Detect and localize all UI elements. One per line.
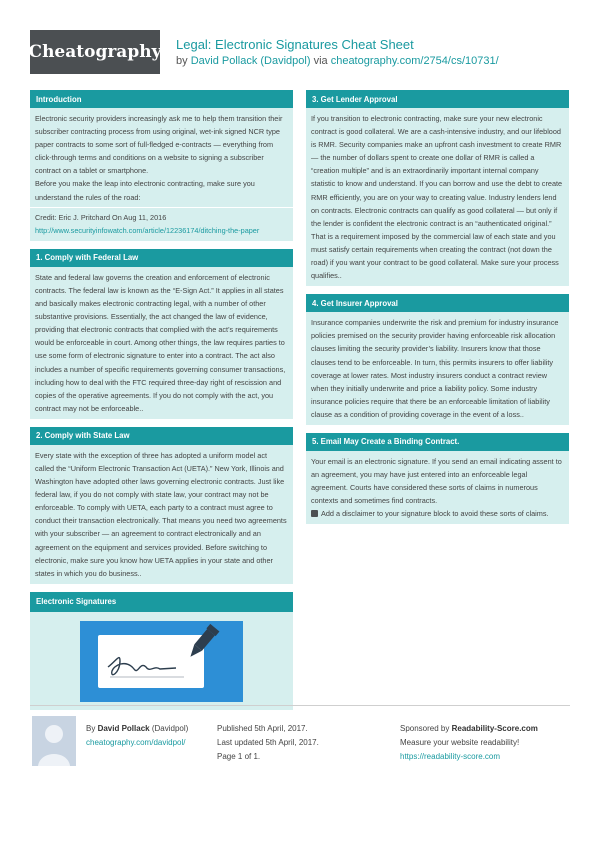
logo-text: Cheatography bbox=[28, 42, 162, 62]
avatar-silhouette-icon bbox=[32, 716, 76, 766]
signature-pen-icon bbox=[80, 621, 243, 702]
page-count: Page 1 of 1. bbox=[217, 752, 261, 761]
published-date: Published 5th April, 2017. bbox=[217, 724, 308, 733]
section-body bbox=[306, 451, 569, 524]
sponsor-name: Readability-Score.com bbox=[451, 724, 538, 733]
section-electronic-signatures bbox=[30, 592, 293, 710]
header bbox=[176, 37, 499, 67]
section-body bbox=[30, 267, 293, 419]
section-insurer-approval bbox=[306, 294, 569, 425]
footer-author bbox=[86, 722, 188, 750]
section-title: Electronic Signatures bbox=[30, 592, 293, 612]
byline bbox=[176, 55, 499, 67]
intro-paragraph: Electronic security providers increasingly ask me to help them transition their subscriber contracting process from using original, wet-ink signed NCR type paper contracts to some sort of full-fledged e-contracts — everything from click-through terms and conditions on a website to signing a subscriber contract on a tablet or smartphone. bbox=[35, 114, 283, 176]
sponsor-text: Measure your website readability! bbox=[400, 738, 520, 747]
section-title: 2. Comply with State Law bbox=[30, 427, 293, 445]
section-state-law bbox=[30, 427, 293, 584]
section-title: 5. Email May Create a Binding Contract. bbox=[306, 433, 569, 451]
section-title: 1. Comply with Federal Law bbox=[30, 249, 293, 267]
footer-author-handle: (Davidpol) bbox=[151, 724, 189, 733]
cheatography-logo[interactable] bbox=[30, 30, 160, 74]
email-paragraph: Your email is an electronic signature. If you send an email indicating assent to an agreement, you may have just entered into an enforceable legal agreement. Courts have considered these sorts of claims in numerous contexts and sometimes find contracts. bbox=[311, 456, 562, 506]
byline-via: via bbox=[313, 55, 328, 67]
section-federal-law bbox=[30, 249, 293, 419]
sheet-url-link[interactable]: cheatography.com/2754/cs/10731/ bbox=[330, 55, 499, 67]
section-introduction bbox=[30, 90, 293, 241]
section-title: 3. Get Lender Approval bbox=[306, 90, 569, 108]
tip-bullet-icon bbox=[311, 510, 318, 517]
tip-line bbox=[311, 507, 564, 520]
page-title: Legal: Electronic Signatures Cheat Sheet bbox=[176, 37, 414, 52]
sponsor-line bbox=[400, 722, 538, 736]
credit-text: Credit: Eric J. Pritchard On Aug 11, 2016 bbox=[35, 212, 167, 222]
credit-link[interactable]: http://www.securityinfowatch.com/article/12236174/ditching-the-paper bbox=[35, 225, 260, 235]
section-title: Introduction bbox=[30, 90, 293, 108]
federal-paragraph: State and federal law governs the creation and enforcement of electronic contracts. The federal law is known as the “E-Sign Act.” It applies in all states and basically makes electronic contracting legal, with a number of other substantive provisions. Essentially, the act changed the law of evidence, providing that electronic contracts that complied with the act’s requirements would be enforceable in court. Among other things, the law requires parties to use some form of electronic signature to enter into a contract. The act also includes a number of specific requirements governing consumer transactions, including how to deal with the FTC required three-day right of rescission and copies of the operative agreements. If you do not comply with the act, you contract may not be enforceable.. bbox=[35, 272, 286, 413]
sponsor-link[interactable]: https://readability-score.com bbox=[400, 752, 501, 761]
intro-paragraph: Before you make the leap into electronic contracting, make sure you understand the rules of the road: bbox=[35, 179, 255, 202]
section-email-contract bbox=[306, 433, 569, 524]
footer bbox=[30, 705, 570, 780]
credit-block bbox=[30, 207, 293, 237]
left-column bbox=[30, 90, 293, 718]
sponsor-prefix: Sponsored by bbox=[400, 724, 450, 733]
footer-author-link[interactable]: cheatography.com/davidpol/ bbox=[86, 738, 186, 747]
section-body bbox=[30, 445, 293, 584]
footer-by: By bbox=[86, 724, 96, 733]
section-body bbox=[30, 612, 293, 710]
footer-dates bbox=[217, 722, 319, 764]
footer-sponsor bbox=[400, 722, 538, 764]
tip-text: Add a disclaimer to your signature block to avoid these sorts of claims. bbox=[321, 509, 549, 519]
footer-byline bbox=[86, 722, 188, 736]
author-link[interactable]: David Pollack (Davidpol) bbox=[190, 55, 311, 67]
lender-paragraph: If you transition to electronic contracting, make sure your new electronic contract is good collateral. We are a cash-intensive industry, and our lifeblood is RMR. Security companies make an upfront cash investment to create RMR — the number of dollars spent to create one dollar of RMR is called a “creation multiple” and is an extraordinarily important internal company statistic to know and understand. If you can borrow and use the debt to create RMR efficiently, you are on your way to creating value. Industry lenders lend on contracts. Electronic contracts can qualify as good collateral — but only if the lender is confident the electronic contract is an “authenticated original.” That is a requirement imposed by the commercial law of each state and you must satisfy certain requirements when creating the contract (not down the road) if you want your contract to be good collateral. Make sure your process qualifies.. bbox=[311, 114, 563, 281]
right-column bbox=[306, 90, 569, 532]
section-body bbox=[306, 312, 569, 425]
footer-author-name: David Pollack bbox=[97, 724, 150, 733]
byline-by: by bbox=[176, 55, 188, 67]
signature-illustration bbox=[80, 621, 243, 702]
section-title: 4. Get Insurer Approval bbox=[306, 294, 569, 312]
section-body bbox=[30, 108, 293, 241]
updated-date: Last updated 5th April, 2017. bbox=[217, 738, 319, 747]
section-body bbox=[306, 108, 569, 286]
section-lender-approval bbox=[306, 90, 569, 286]
insurer-paragraph: Insurance companies underwrite the risk and premium for industry insurance policies premised on the security provider having enforceable risk allocation clauses limiting the security provider’s liability. Insurers know that those clauses tend to be enforceable. In turn, this permits insurers to offer liability coverage at lower rates. Most industry insurers conduct a contract review when they initially underwrite and price a liability policy. Some industry insurance policies require that there be an enforceable limitation of liability clause as a condition of providing coverage in the event of a loss.. bbox=[311, 318, 559, 419]
state-paragraph: Every state with the exception of three has adopted a uniform model act called the “Uniform Electronic Transaction Act (UETA).” New York, Illinois and Washington have adopted other laws governing electronic contracts. Just like federal law, if you do not comply with state law, your contract may not be enforceable. To comply with UETA, each party to a contract must agree to conduct their transaction electronically. That means you need two agreements with your subscriber — an agreement to contract electronically and an agreement on the equipment and services provided. Before switching to electronic, make sure you know how UETA applies in your state and other states in which you do business.. bbox=[35, 450, 287, 578]
avatar[interactable] bbox=[32, 716, 76, 766]
